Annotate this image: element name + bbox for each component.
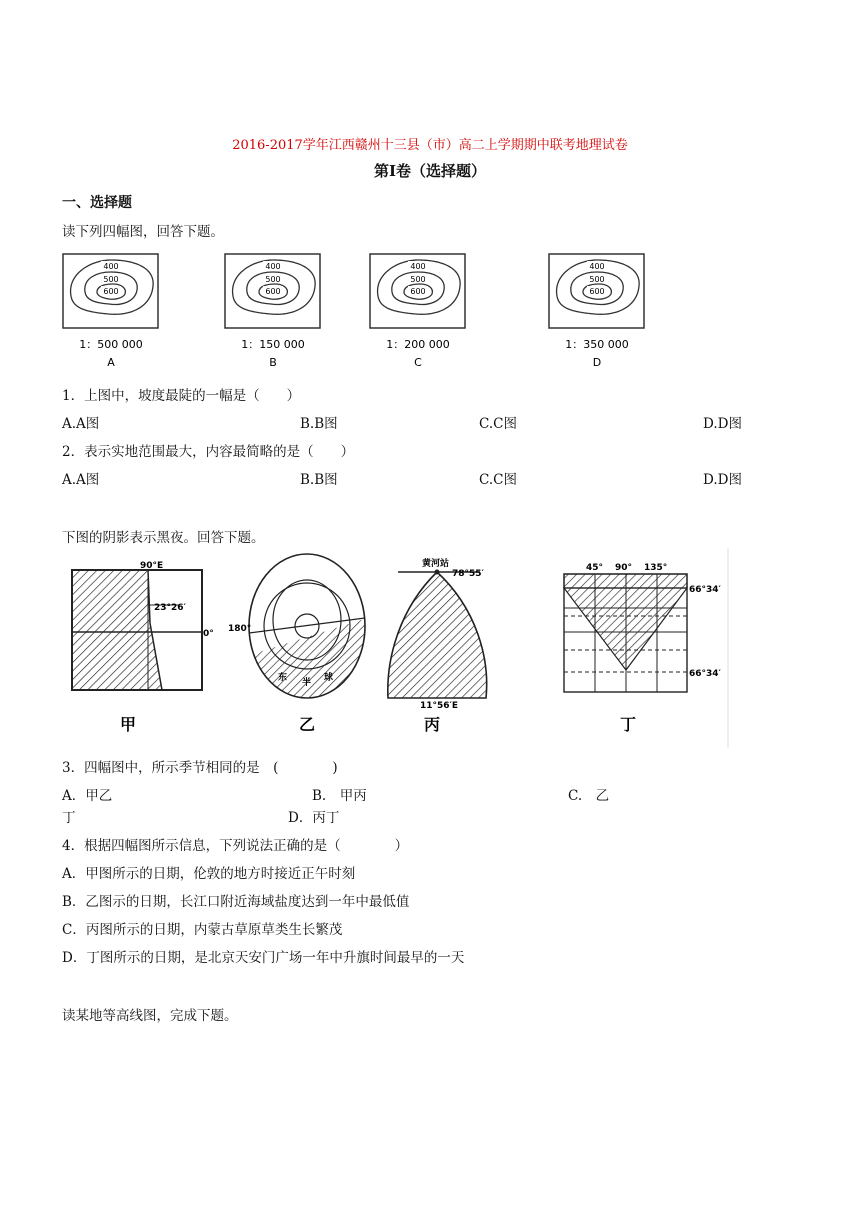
- section-heading: 一、选择题: [62, 195, 132, 211]
- question-3-option-a: A．甲乙: [62, 788, 113, 804]
- question-1-option-d: D.D图: [703, 416, 742, 432]
- map-scale: 1：200 000: [386, 338, 450, 351]
- ding-lat-bottom-label: 66°34′: [689, 669, 721, 679]
- figure-yi: [228, 554, 368, 734]
- ding-lon1-label: 45°: [586, 563, 604, 573]
- question-2-option-a: A.A图: [62, 472, 100, 488]
- contour-label: 600: [589, 287, 605, 296]
- map-label: D: [592, 356, 602, 369]
- yi-ball-label: 球: [324, 673, 334, 683]
- question-1-option-c: C.C图: [479, 416, 517, 432]
- question-4-option-d: D．丁图所示的日期，是北京天安门广场一年中升旗时间最早的一天: [62, 950, 465, 966]
- bing-bottom-label: 11°56′E: [420, 701, 459, 711]
- question-2-option-b: B.B图: [300, 472, 338, 488]
- contour-label: 500: [589, 275, 605, 284]
- jia-top-label: 90°E: [140, 561, 164, 571]
- question-3-stem: 3．四幅图中，所示季节相同的是 ( ): [62, 760, 338, 776]
- contour-label: 600: [410, 287, 426, 296]
- day-night-figure: [0, 548, 860, 748]
- question-1-option-a: A.A图: [62, 416, 100, 432]
- contour-map-b: [225, 254, 320, 369]
- intro-text-3: 读某地等高线图，完成下题。: [62, 1008, 238, 1024]
- bing-lat-label: 78°55′: [452, 569, 484, 579]
- map-label: B: [269, 356, 277, 369]
- exam-title: 2016-2017学年江西赣州十三县（市）高二上学期期中联考地理试卷: [232, 138, 628, 153]
- volume-title: 第Ⅰ卷（选择题）: [373, 162, 487, 180]
- bing-station-label: 黄河站: [422, 559, 450, 569]
- jia-lat-label: 23°26′: [154, 603, 186, 613]
- contour-label: 400: [103, 262, 119, 271]
- contour-label: 500: [103, 275, 119, 284]
- question-3-option-d: D．丙丁: [288, 810, 340, 826]
- contour-label: 600: [103, 287, 119, 296]
- figure-bing: [388, 557, 487, 734]
- yi-half-label: 半: [302, 678, 312, 688]
- map-scale: 1：500 000: [79, 338, 143, 351]
- contour-label: 400: [589, 262, 605, 271]
- intro-text-2: 下图的阴影表示黑夜。回答下题。: [62, 530, 265, 546]
- map-scale: 1：150 000: [241, 338, 305, 351]
- contour-maps-figure: [0, 246, 860, 376]
- question-4-option-b: B．乙图示的日期，长江口附近海域盐度达到一年中最低值: [62, 894, 410, 910]
- ding-lat-top-label: 66°34′: [689, 585, 721, 595]
- intro-text-1: 读下列四幅图，回答下题。: [62, 224, 224, 240]
- figure-label-ding: 丁: [619, 715, 637, 734]
- question-4-option-c: C．丙图所示的日期，内蒙古草原草类生长繁茂: [62, 922, 343, 938]
- contour-label: 600: [265, 287, 281, 296]
- question-3-option-c-cont: 丁: [62, 810, 76, 826]
- figure-label-jia: 甲: [119, 715, 137, 734]
- question-3-option-b: B. 甲丙: [312, 788, 367, 804]
- jia-right-label: 0°: [203, 629, 214, 639]
- contour-map-a: [63, 254, 158, 369]
- question-3-option-c: C. 乙: [568, 788, 610, 804]
- contour-map-c: [370, 254, 465, 369]
- question-2-option-c: C.C图: [479, 472, 517, 488]
- question-4-stem: 4．根据四幅图所示信息，下列说法正确的是（ ）: [62, 838, 409, 854]
- map-label: C: [414, 356, 422, 369]
- contour-label: 400: [410, 262, 426, 271]
- contour-map-d: [549, 254, 644, 369]
- figure-jia: [72, 561, 214, 734]
- contour-label: 500: [265, 275, 281, 284]
- question-4-option-a: A．甲图所示的日期，伦敦的地方时接近正午时刻: [62, 866, 356, 882]
- map-label: A: [107, 356, 115, 369]
- map-scale: 1：350 000: [565, 338, 629, 351]
- figure-ding: [564, 548, 728, 748]
- yi-left-label: 180°: [228, 624, 252, 634]
- figure-label-bing: 丙: [423, 715, 441, 734]
- contour-label: 400: [265, 262, 281, 271]
- ding-lon3-label: 135°: [644, 563, 668, 573]
- contour-label: 500: [410, 275, 426, 284]
- question-1-option-b: B.B图: [300, 416, 338, 432]
- question-2-stem: 2．表示实地范围最大，内容最简略的是（ ）: [62, 444, 355, 460]
- yi-east-label: 东: [278, 673, 288, 683]
- figure-label-yi: 乙: [298, 715, 316, 734]
- question-2-option-d: D.D图: [703, 472, 742, 488]
- question-1-stem: 1．上图中，坡度最陡的一幅是（ ）: [62, 388, 301, 404]
- ding-lon2-label: 90°: [615, 563, 633, 573]
